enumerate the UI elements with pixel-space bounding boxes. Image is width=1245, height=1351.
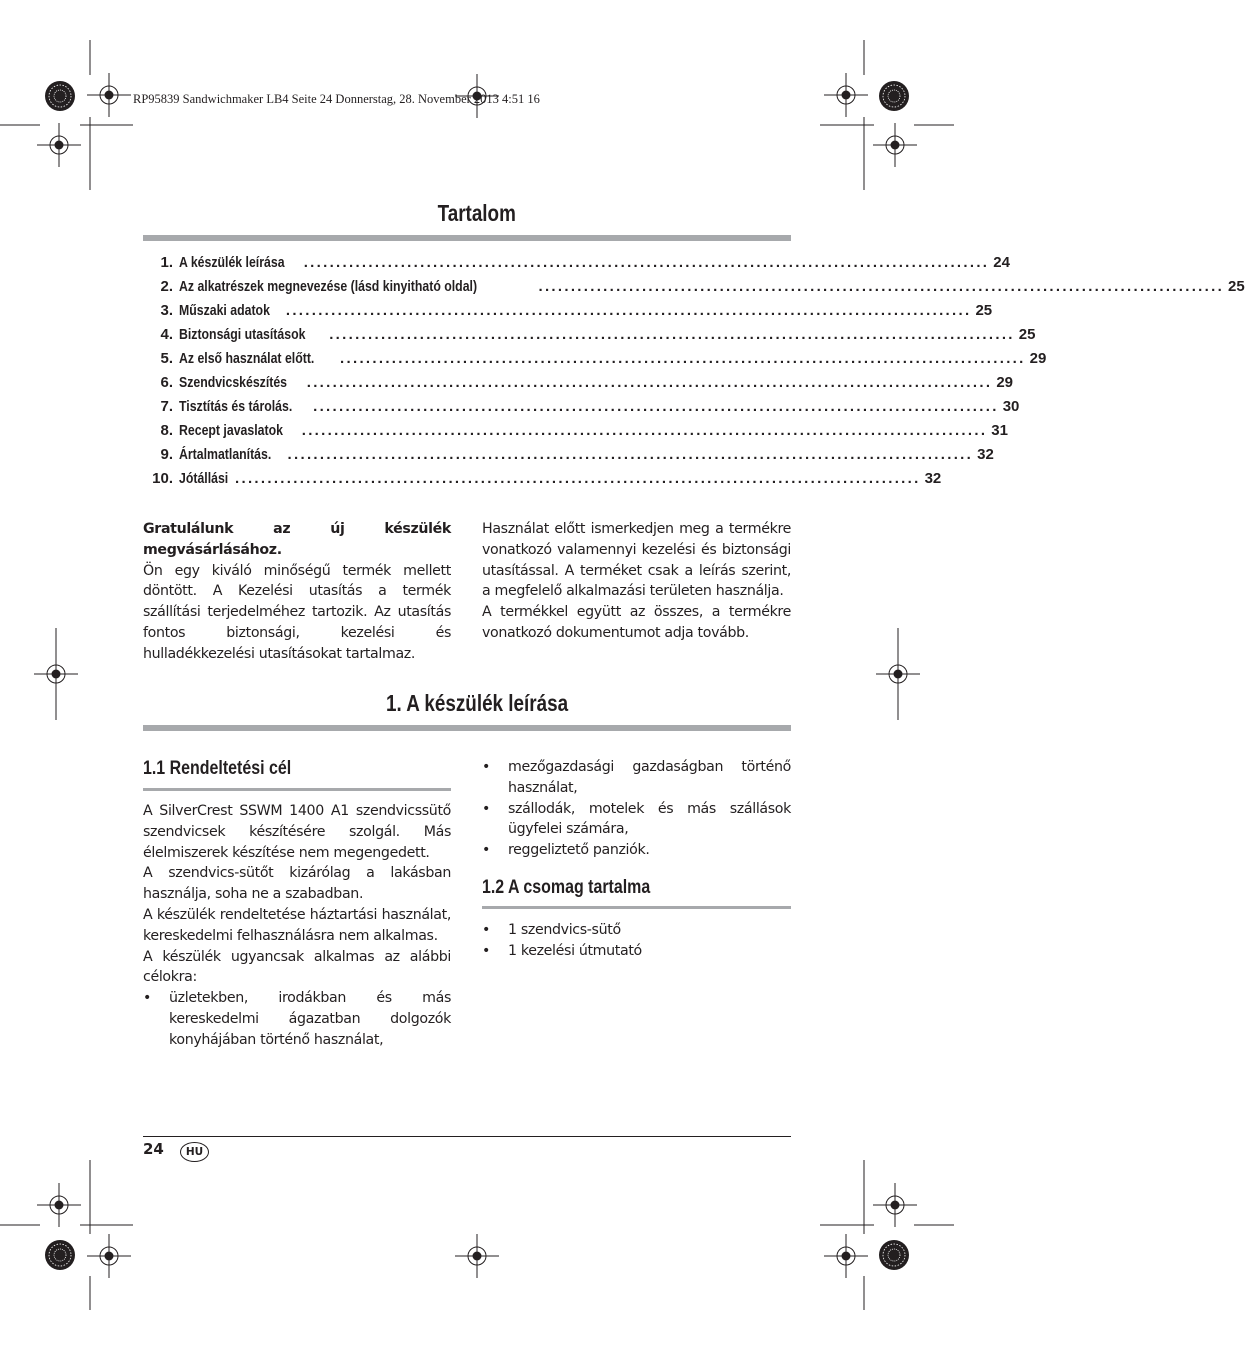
toc-entry-title: Jótállási [179,470,229,487]
toc-entry[interactable] [143,350,1047,374]
toc-entry-page: 30 [1002,398,1020,415]
toc-entry-page: 29 [996,374,1013,391]
toc-entry-number: 9. [160,446,173,463]
toc-entry[interactable] [143,278,1245,302]
section-title-text: 1. A készülék leírása [385,690,569,716]
toc-entry-number: 10. [152,470,173,487]
section-title [0,690,954,717]
toc-entry-page: 32 [977,446,994,463]
subsection-1-2-heading [482,877,682,899]
toc-entry-number: 3. [160,302,173,319]
toc-entry[interactable] [143,374,1013,398]
section-title-rule [143,725,791,731]
list-item: • szállodák, motelek és más szállások ügyfelei számára, [482,799,791,841]
toc-title [0,200,954,227]
toc-entry[interactable] [143,302,993,326]
subsection-1-2-rule [482,906,791,909]
toc-entry-page: 24 [993,254,1010,271]
toc-entry-page: 31 [991,422,1008,439]
toc-entry[interactable] [143,326,1036,350]
toc-entry-leader: .......................................................................................................... [285,302,972,319]
toc-entry-title: Szendvicskészítés [179,374,288,391]
list-item: • 1 szendvics-sütő [482,920,791,941]
subsection-1-1-continued [482,757,791,861]
toc-entry-number: 1. [160,254,173,271]
subsection-1-1-heading-text: 1.1 Rendeltetési cél [143,758,292,779]
toc-entry-leader: .......................................................................................................... [313,398,999,415]
toc-entry[interactable] [143,422,1008,446]
toc-entry[interactable] [143,446,994,470]
toc-entry-leader: .......................................................................................................... [329,326,1015,343]
toc-entry-page: 29 [1029,350,1047,367]
toc-entry-number: 4. [160,326,173,343]
toc-entry-leader: .......................................................................................................... [287,446,974,463]
intro-left-paragraph: Ön egy kiváló minőségű termék mellett döntött. A Kezelési utasítás a termék szállítási terjedelméhez tartozik. Az utasítás fontos biztonsági, kezelési és hulladékkezelési utasításokat tartalmaz. [143,562,451,662]
toc-entry-leader: .......................................................................................................... [303,254,990,271]
toc-entry-leader: .......................................................................................................... [538,278,1225,295]
list-item: • mezőgazdasági gazdaságban történő használat, [482,757,791,799]
toc-entry-number: 6. [160,374,173,391]
list-item: • 1 kezelési útmutató [482,941,791,962]
toc-entry[interactable] [143,254,1010,278]
intro-right-paragraph-1: Használat előtt ismerkedjen meg a termékre vonatkozó valamennyi kezelési és biztonsági utasítással. A terméket csak a leírás szerint, a megfelelő alkalmazási területen használja. [482,521,791,600]
toc-entry-leader: .......................................................................................................... [340,350,1026,367]
subsection-1-1-rule [143,788,451,791]
intro-right-column [482,519,791,644]
toc-entry-title: Az alkatrészek megnevezése (lásd kinyitható oldal) [179,278,478,295]
toc-entry-page: 32 [924,470,942,487]
toc-title-rule [143,235,791,241]
page-number: 24 [143,1140,164,1158]
toc-entry-number: 5. [160,350,173,367]
paragraph: A készülék rendeltetése háztartási használat, kereskedelmi felhasználásra nem alkalmas. [143,906,451,944]
paragraph: A SilverCrest SSWM 1400 A1 szendvicssütő szendvicsek készítésére szolgál. Más élelmiszerek készítése nem megengedett. [143,803,451,861]
package-contents-list [482,920,791,962]
subsection-1-1-body [143,801,451,1051]
list-item: • reggeliztető panziók. [482,840,791,861]
paragraph: A készülék ugyancsak alkalmas az alábbi célokra: [143,948,451,986]
language-badge: HU [180,1142,209,1162]
footer-rule [143,1136,791,1137]
toc-entry-leader: .......................................................................................................... [235,470,921,487]
toc-entry-title: Recept javaslatok [179,422,283,439]
toc-entry-title: Műszaki adatok [179,302,270,319]
subsection-1-1-heading [143,758,319,780]
subsection-1-2-heading-text: 1.2 A csomag tartalma [482,877,651,898]
usage-bullet-list [143,988,451,1050]
list-item: • üzletekben, irodákban és más kereskedelmi ágazatban dolgozók konyhájában történő használat, [143,988,451,1050]
toc-entry[interactable] [143,470,942,494]
toc-entry-number: 8. [160,422,173,439]
toc-entry-page: 25 [975,302,993,319]
toc-entry-title: Biztonsági utasítások [179,326,306,343]
toc-entry-leader: .......................................................................................................... [301,422,988,439]
toc-entry-number: 2. [160,278,173,295]
usage-bullet-list-continued [482,757,791,861]
toc-entry-page: 25 [1018,326,1036,343]
toc-title-text: Tartalom [437,200,517,226]
toc-entry-title: Ártalmatlanítás. [179,446,272,463]
toc-entry-page: 25 [1228,278,1245,295]
toc-entry[interactable] [143,398,1020,422]
toc-entry-leader: .......................................................................................................... [306,374,993,391]
intro-left-column [143,519,451,665]
print-header: RP95839 Sandwichmaker LB4 Seite 24 Donnerstag, 28. November 2013 4:51 16 [133,92,540,106]
toc-entry-title: A készülék leírása [179,254,285,271]
toc-entry-number: 7. [160,398,173,415]
intro-lead: Gratulálunk az új készülék megvásárlásához. [143,521,451,558]
toc-entry-title: Az első használat előtt. [179,350,315,367]
toc-entry-title: Tisztítás és tárolás. [179,398,293,415]
paragraph: A szendvics-sütőt kizárólag a lakásban használja, soha ne a szabadban. [143,865,451,903]
package-contents [482,920,791,962]
intro-right-paragraph-2: A termékkel együtt az összes, a termékre vonatkozó dokumentumot adja tovább. [482,604,791,641]
